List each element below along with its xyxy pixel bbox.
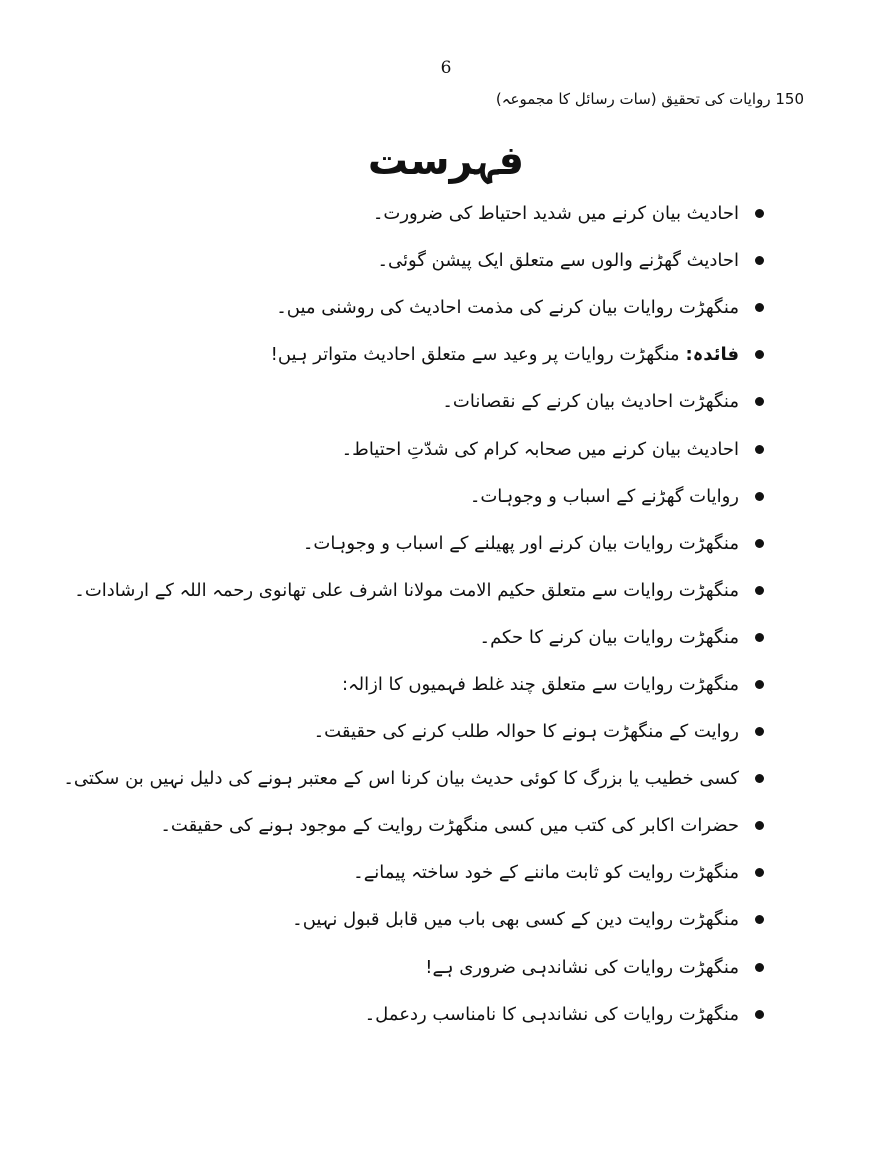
bullet-icon (755, 445, 764, 454)
toc-item-text: منگھڑت روایات پر وعید سے متعلق احادیث متواتر ہیں! (270, 344, 680, 366)
toc-item-text: منگھڑت روایات بیان کرنے کا حکم۔ (479, 626, 739, 648)
toc-item-text: منگھڑت روایات کی نشاندہی کا نامناسب ردعمل۔ (364, 1003, 739, 1025)
toc-list (63, 190, 764, 1038)
toc-item-text: منگھڑت روایات سے متعلق چند غلط فہمیوں کا ازالہ: (342, 673, 739, 695)
toc-item-text: منگھڑت روایات کی نشاندہی ضروری ہے! (425, 956, 739, 978)
toc-item (63, 991, 764, 1038)
toc-item-text: منگھڑت روایت کو ثابت ماننے کے خود ساختہ پیمانے۔ (353, 862, 739, 884)
toc-item (63, 849, 764, 896)
toc-item (63, 473, 764, 520)
bullet-icon (755, 633, 764, 642)
bullet-icon (755, 586, 764, 595)
bullet-icon (755, 868, 764, 877)
bullet-icon (755, 774, 764, 783)
toc-item-prefix: فائدہ: (685, 344, 739, 366)
toc-item (63, 378, 764, 425)
toc-item-text: منگھڑت احادیث بیان کرنے کے نقصانات۔ (442, 391, 739, 413)
bullet-icon (755, 539, 764, 548)
running-header: 150 روایات کی تحقیق (سات رسائل کا مجموعہ) (495, 90, 804, 108)
toc-item (63, 802, 764, 849)
toc-item-text: حضرات اکابر کی کتب میں کسی منگھڑت روایت کے موجود ہونے کی حقیقت۔ (160, 815, 739, 837)
toc-item-text: احادیث بیان کرنے میں شدید احتیاط کی ضرورت۔ (372, 203, 739, 225)
toc-item-text: احادیث گھڑنے والوں سے متعلق ایک پیشن گوئی۔ (377, 250, 739, 272)
bullet-icon (755, 492, 764, 501)
bullet-icon (755, 350, 764, 359)
bullet-icon (755, 915, 764, 924)
toc-item (63, 661, 764, 708)
bullet-icon (755, 821, 764, 830)
toc-item-text: منگھڑت روایت دین کے کسی بھی باب میں قابل قبول نہیں۔ (292, 909, 739, 931)
toc-item (63, 567, 764, 614)
bullet-icon (755, 727, 764, 736)
toc-item-text: منگھڑت روایات سے متعلق حکیم الامت مولانا اشرف علی تھانوی رحمہ اللہ کے ارشادات۔ (74, 579, 739, 601)
toc-item-text: روایت کے منگھڑت ہونے کا حوالہ طلب کرنے کی حقیقت۔ (313, 721, 739, 743)
bullet-icon (755, 1010, 764, 1019)
toc-item (63, 614, 764, 661)
toc-item (63, 331, 764, 378)
toc-item (63, 944, 764, 991)
toc-item-text: منگھڑت روایات بیان کرنے کی مذمت احادیث کی روشنی میں۔ (276, 297, 739, 319)
bullet-icon (755, 963, 764, 972)
bullet-icon (755, 303, 764, 312)
bullet-icon (755, 397, 764, 406)
toc-item (63, 284, 764, 331)
toc-item (63, 755, 764, 802)
page-number: 6 (440, 58, 452, 78)
bullet-icon (755, 680, 764, 689)
toc-title: فہرست (367, 138, 525, 184)
bullet-icon (755, 209, 764, 218)
toc-item-text: روایات گھڑنے کے اسباب و وجوہات۔ (469, 485, 739, 507)
toc-item (63, 896, 764, 943)
toc-item (63, 520, 764, 567)
toc-item (63, 425, 764, 472)
bullet-icon (755, 256, 764, 265)
toc-item (63, 708, 764, 755)
toc-item-text: احادیث بیان کرنے میں صحابہ کرام کی شدّتِ احتیاط۔ (341, 438, 739, 460)
toc-item (63, 237, 764, 284)
toc-item (63, 190, 764, 237)
toc-item-text: کسی خطیب یا بزرگ کا کوئی حدیث بیان کرنا اس کے معتبر ہونے کی دلیل نہیں بن سکتی۔ (63, 768, 739, 790)
toc-item-text: منگھڑت روایات بیان کرنے اور پھیلنے کے اسباب و وجوہات۔ (302, 532, 739, 554)
